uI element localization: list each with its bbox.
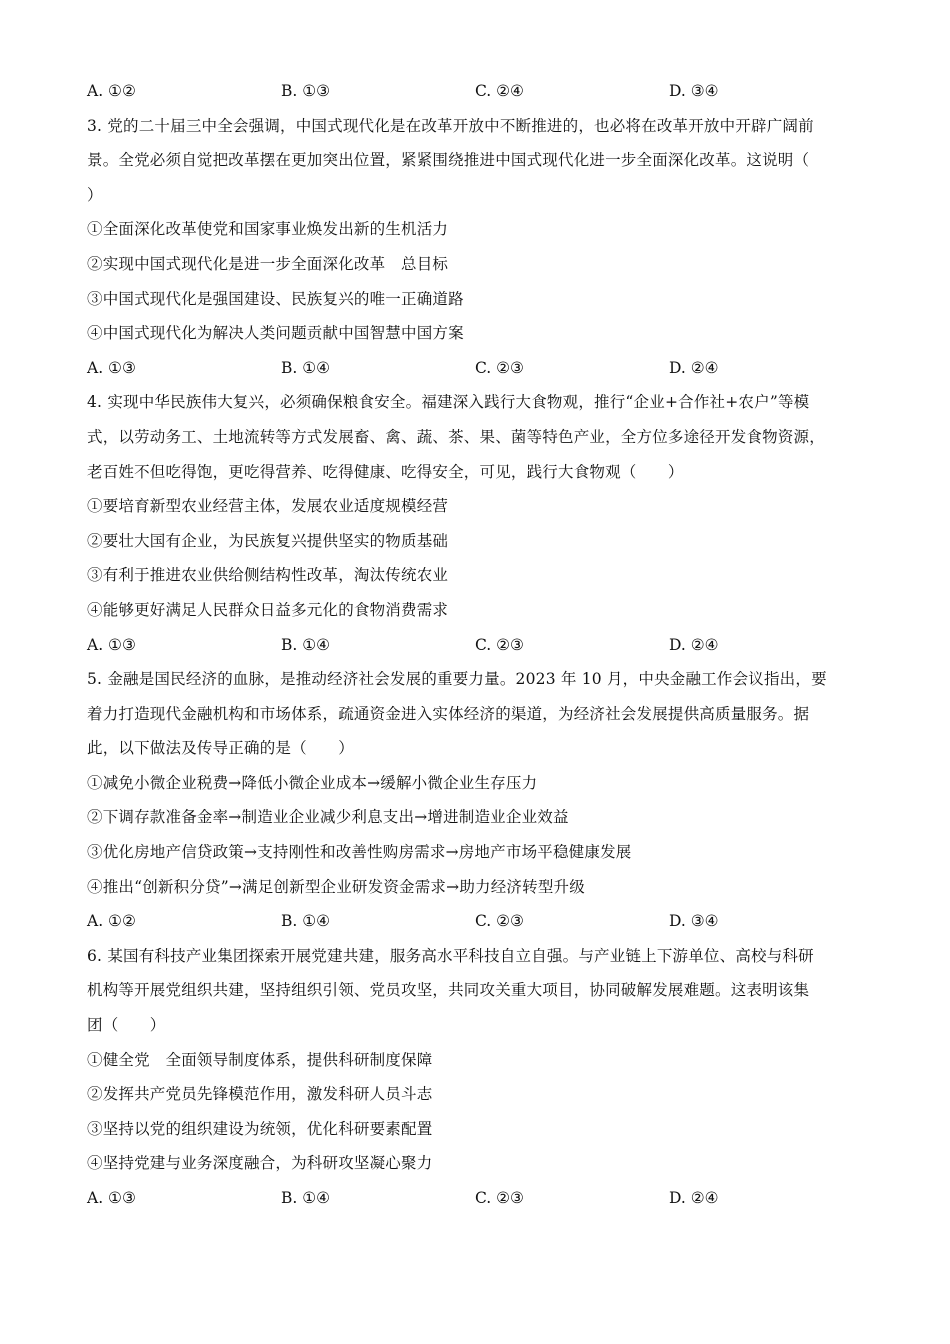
choice-b: B. ①④ [281,912,331,931]
option-1: ①要培育新型农业经营主体，发展农业适度规模经营 [87,497,449,516]
choice-b: B. ①④ [281,1189,331,1207]
option-3: ③中国式现代化是强国建设、民族复兴的唯一正确道路 [87,289,464,308]
answer-choices [87,904,869,939]
option-2: ②要壮大国有企业，为民族复兴提供坚实的物质基础 [87,531,449,550]
question-6 [87,939,869,1216]
choice-c: C. ②③ [475,1189,524,1207]
choice-a: A. ①② [87,912,136,931]
document-page [87,74,869,1216]
choice-c: C. ②③ [475,912,524,931]
answer-choices [87,1181,869,1216]
option-1: ①健全党 全面领导制度体系，提供科研制度保障 [87,1050,433,1069]
question-stem-line: 团（ ） [87,1016,166,1035]
choice-c: C. ②④ [475,82,524,100]
option-1: ①减免小微企业税费→降低小微企业成本→缓解小微企业生存压力 [87,773,538,792]
question-stem-line: 景。全党必须自觉把改革摆在更加突出位置，紧紧围绕推进中国式现代化进一步全面深化改革。这说明（ [87,151,810,170]
option-2: ②实现中国式现代化是进一步全面深化改革 总目标 [87,254,449,273]
choice-b: B. ①④ [281,635,331,654]
option-3: ③坚持以党的组织建设为统领，优化科研要素配置 [87,1119,433,1138]
choice-a: A. ①② [87,82,136,100]
option-1: ①全面深化改革使党和国家事业焕发出新的生机活力 [87,220,449,239]
choice-a: A. ①③ [87,358,136,377]
question-stem-line: 4. 实现中华民族伟大复兴，必须确保粮食安全。福建深入践行大食物观，推行“企业+合作社+农户”等模 [87,393,810,412]
choice-d: D. ②④ [669,358,719,377]
option-4: ④推出“创新积分贷”→满足创新型企业研发资金需求→助力经济转型升级 [87,877,585,896]
option-2: ②下调存款准备金率→制造业企业减少利息支出→增进制造业企业效益 [87,808,569,827]
question-stem-line: 5. 金融是国民经济的血脉，是推动经济社会发展的重要力量。2023 年 10 月，中央金融工作会议指出，要 [87,670,827,689]
question-stem-line: 3. 党的二十届三中全会强调，中国式现代化是在改革开放中不断推进的，也必将在改革开放中开辟广阔前 [87,116,814,135]
choice-b: B. ①④ [281,358,331,377]
option-4: ④坚持党建与业务深度融合，为科研攻坚凝心聚力 [87,1154,433,1173]
question-5 [87,662,869,939]
question-stem-line: 老百姓不但吃得饱，更吃得营养、吃得健康、吃得安全，可见，践行大食物观（ ） [87,462,684,481]
question-stem-line: 机构等开展党组织共建，坚持组织引领、党员攻坚，共同攻关重大项目，协同破解发展难题。这表明该集 [87,981,810,1000]
question-stem-line: 此，以下做法及传导正确的是（ ） [87,739,354,758]
option-3: ③有利于推进农业供给侧结构性改革，淘汰传统农业 [87,566,449,585]
question-3 [87,109,869,386]
choice-a: A. ①③ [87,1189,136,1207]
choice-d: D. ②④ [669,635,719,654]
option-3: ③优化房地产信贷政策→支持刚性和改善性购房需求→房地产市场平稳健康发展 [87,843,632,862]
question-stem-line: 式，以劳动务工、土地流转等方式发展畜、禽、蔬、茶、果、菌等特色产业，全方位多途径开发食物资源， [87,427,825,446]
question-stem-line: ） [87,185,103,204]
choice-d: D. ②④ [669,1189,719,1207]
choice-d: D. ③④ [669,912,719,931]
option-4: ④中国式现代化为解决人类问题贡献中国智慧中国方案 [87,324,464,343]
question-4 [87,385,869,662]
answer-choices [87,351,869,386]
choice-b: B. ①③ [281,82,331,100]
question-stem-line: 着力打造现代金融机构和市场体系，疏通资金进入实体经济的渠道，为经济社会发展提供高质量服务。据 [87,704,810,723]
choice-a: A. ①③ [87,635,136,654]
previous-question-choices [87,74,869,109]
choice-c: C. ②③ [475,635,524,654]
choice-d: D. ③④ [669,82,719,100]
question-stem-line: 6. 某国有科技产业集团探索开展党建共建，服务高水平科技自立自强。与产业链上下游单位、高校与科研 [87,946,814,965]
choice-c: C. ②③ [475,358,524,377]
option-2: ②发挥共产党员先锋模范作用，激发科研人员斗志 [87,1085,433,1104]
option-4: ④能够更好满足人民群众日益多元化的食物消费需求 [87,600,449,619]
answer-choices [87,628,869,663]
